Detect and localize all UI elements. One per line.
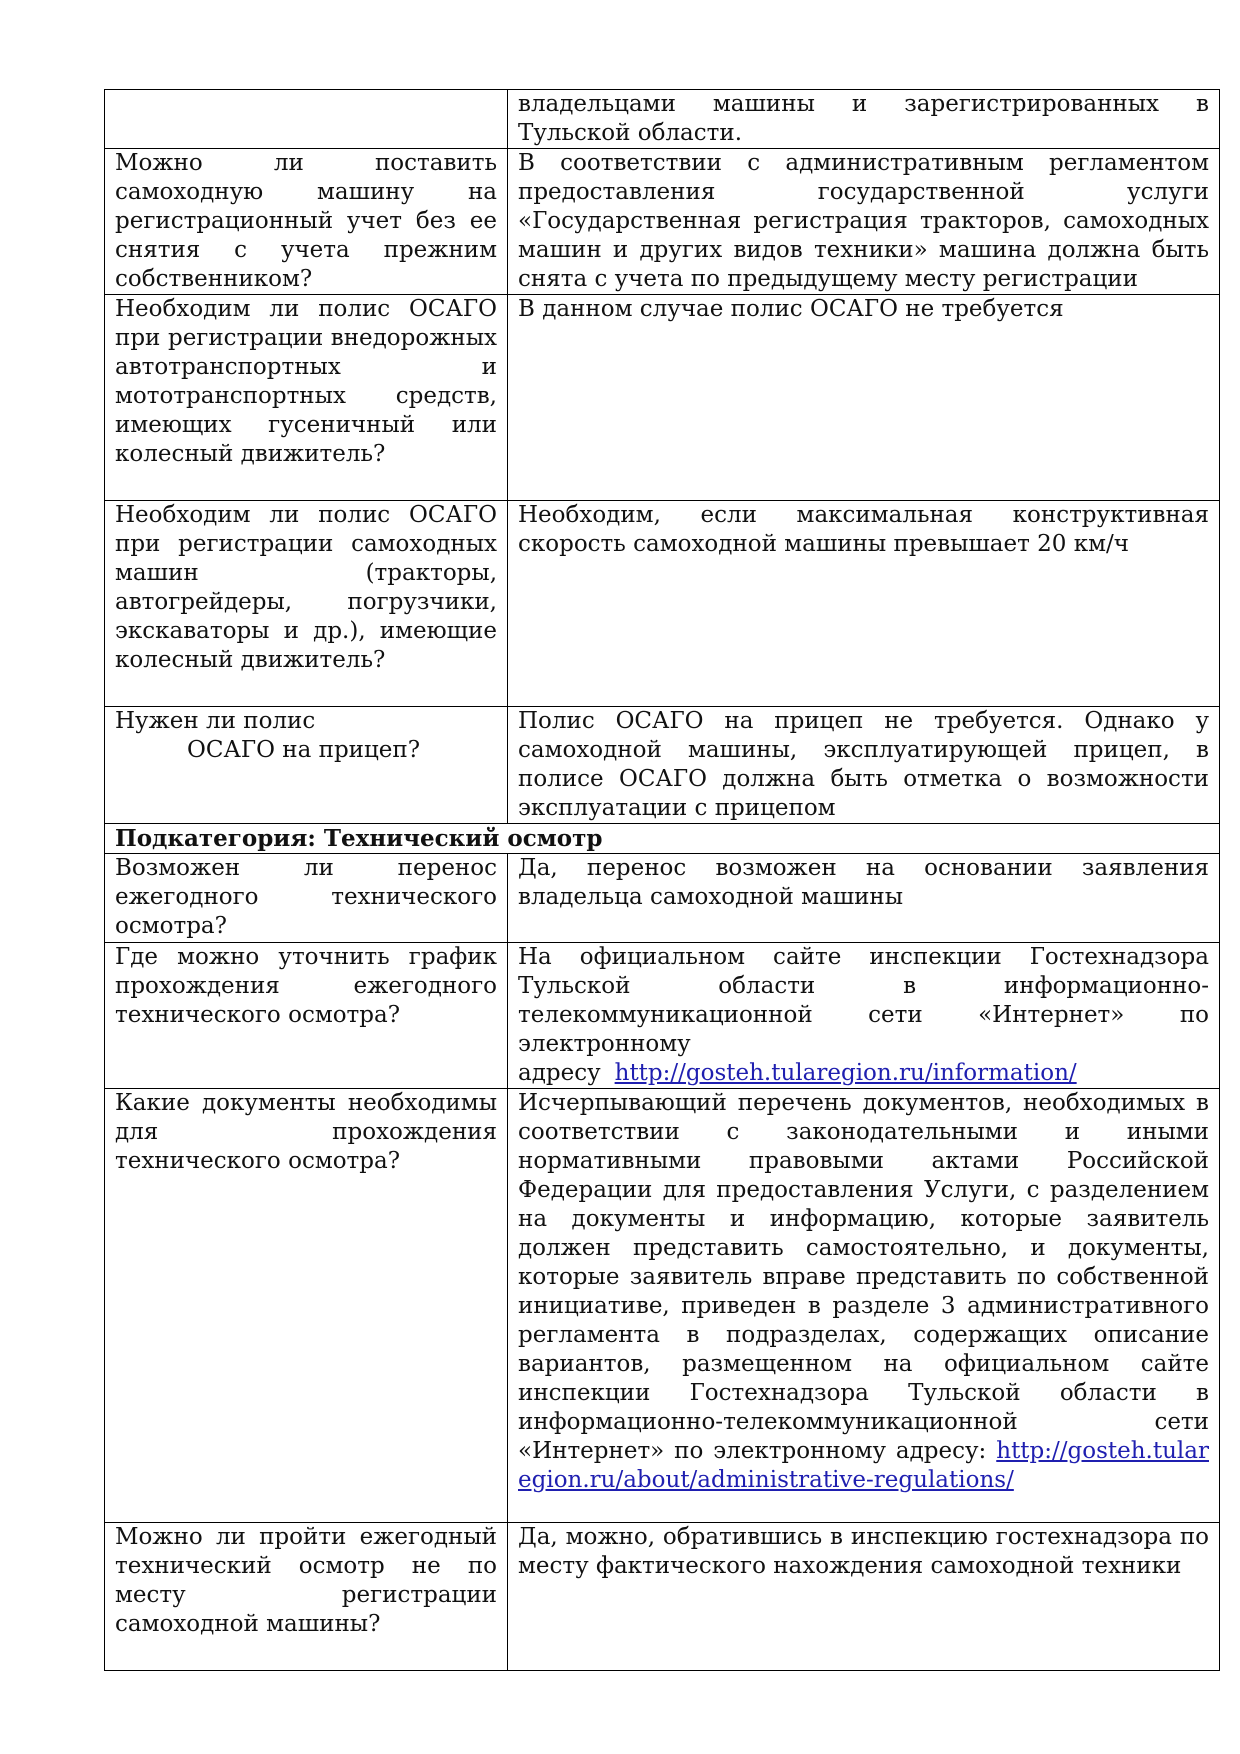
table-row — [105, 943, 1220, 1089]
table-row — [105, 90, 1220, 149]
question-cell: Необходим ли полис ОСАГО при регистрации самоходных машин (тракторы, автогрейдеры, погрузчики, экскаваторы и др.), имеющие колесный движитель? — [105, 501, 508, 707]
question-cell: Можно ли пройти ежегодный технический осмотр не по месту регистрации самоходной машины? — [105, 1523, 508, 1671]
document-page — [104, 89, 1209, 1671]
answer-cell — [508, 943, 1220, 1089]
question-cell: Можно ли поставить самоходную машину на регистрационный учет без ее снятия с учета прежним собственником? — [105, 149, 508, 295]
information-link[interactable]: http://gosteh.tularegion.ru/information/ — [614, 1060, 1077, 1086]
subcategory-heading: Подкатегория: Технический осмотр — [105, 824, 1220, 854]
regulations-link[interactable]: http://gosteh.tularegion.ru/about/administrative-regulations/ — [518, 1438, 1209, 1493]
answer-cell: В соответствии с административным регламентом предоставления государственной услуги «Государственная регистрация тракторов, самоходных машин и других видов техники» машина должна быть снята с учета по предыдущему месту регистрации — [508, 149, 1220, 295]
address-prefix: адресу — [518, 1060, 601, 1086]
question-cell: Какие документы необходимы для прохождения технического осмотра? — [105, 1089, 508, 1523]
table-row — [105, 295, 1220, 501]
question-cell — [105, 90, 508, 149]
answer-cell — [508, 1089, 1220, 1523]
answer-text: На официальном сайте инспекции Гостехнадзора Тульской области в информационно-телекоммуникационной сети «Интернет» по электронному — [518, 944, 1209, 1057]
answer-cell: Необходим, если максимальная конструктивная скорость самоходной машины превышает 20 км/ч — [508, 501, 1220, 707]
answer-cell: Да, перенос возможен на основании заявления владельца самоходной машины — [508, 854, 1220, 943]
table-row — [105, 1523, 1220, 1671]
question-cell — [105, 707, 508, 824]
table-row — [105, 149, 1220, 295]
answer-text: Исчерпывающий перечень документов, необходимых в соответствии с законодательными и иными нормативными правовыми актами Российской Федерации для предоставления Услуги, с разделением на документы и информацию, которые заявитель должен представить самостоятельно, и документы, которые заявитель вправе представить по собственной инициативе, приведен в разделе 3 административного регламента в подразделах, содержащих описание вариантов, размещенном на официальном сайте инспекции Гостехнадзора Тульской области в информационно-телекоммуникационной сети «Интернет» по электронному адресу: — [518, 1090, 1209, 1464]
question-cell: Необходим ли полис ОСАГО при регистрации внедорожных автотранспортных и мототранспортных средств, имеющих гусеничный или колесный движитель? — [105, 295, 508, 501]
answer-cell: владельцами машины и зарегистрированных в Тульской области. — [508, 90, 1220, 149]
faq-table — [104, 89, 1220, 1671]
answer-cell: Полис ОСАГО на прицеп не требуется. Однако у самоходной машины, эксплуатирующей прицеп, в полисе ОСАГО должна быть отметка о возможности эксплуатации с прицепом — [508, 707, 1220, 824]
table-row — [105, 501, 1220, 707]
question-cell: Где можно уточнить график прохождения ежегодного технического осмотра? — [105, 943, 508, 1089]
question-line: ОСАГО на прицеп? — [187, 737, 421, 763]
table-row — [105, 1089, 1220, 1523]
question-cell: Возможен ли перенос ежегодного технического осмотра? — [105, 854, 508, 943]
question-line: Нужен ли полис — [115, 708, 316, 734]
answer-cell: Да, можно, обратившись в инспекцию гостехнадзора по месту фактического нахождения самоходной техники — [508, 1523, 1220, 1671]
table-row — [105, 854, 1220, 943]
subcategory-row — [105, 824, 1220, 854]
answer-cell: В данном случае полис ОСАГО не требуется — [508, 295, 1220, 501]
table-row — [105, 707, 1220, 824]
